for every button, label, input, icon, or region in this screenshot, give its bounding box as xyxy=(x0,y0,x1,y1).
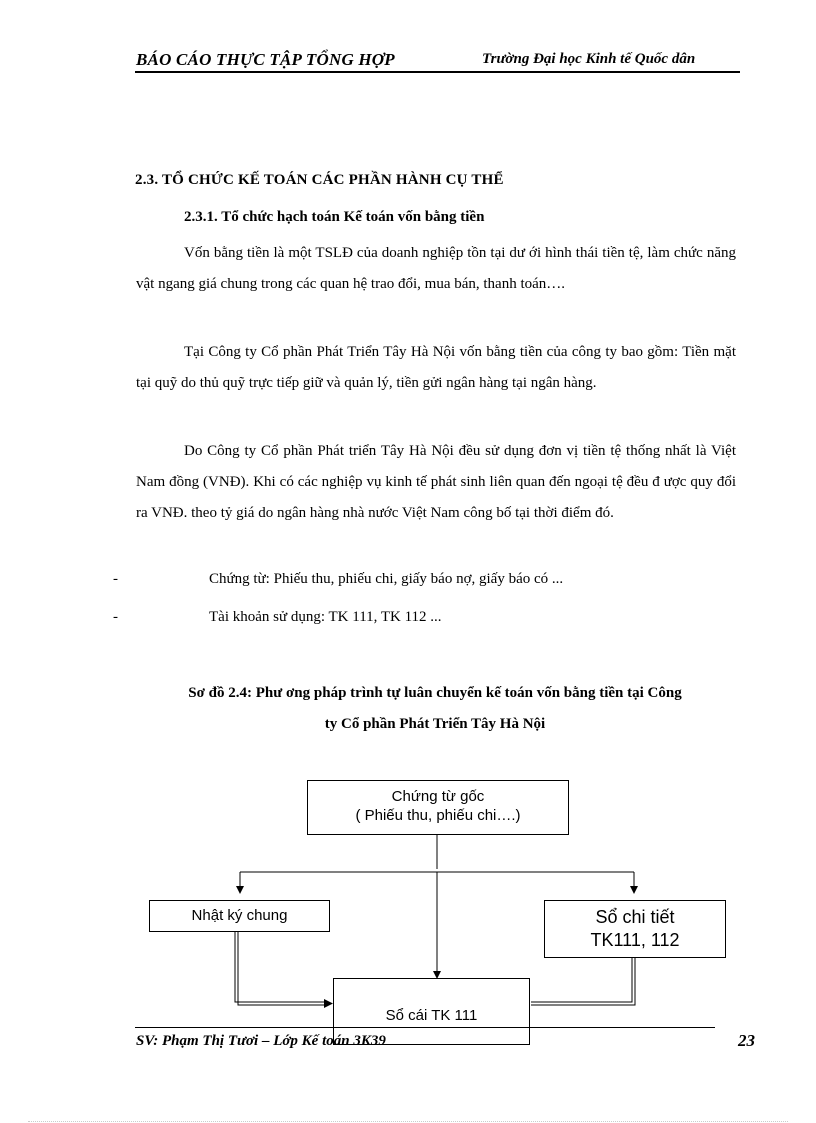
paragraph-3-text: Do Công ty Cổ phần Phát triển Tây Hà Nội đều sử dụng đơn vị tiền tệ thống nhất là Việt Nam đồng (VNĐ). Khi có các nghiệp vụ kinh tế phát sinh liên quan đến ngoại tệ đều đ ược quy đổi ra VNĐ. theo tỷ giá do ngân hàng nhà nước Việt Nam công bố tại thời điểm đó. xyxy=(136,443,736,521)
general-journal-box xyxy=(149,900,330,932)
section-heading: 2.3. TỔ CHỨC KẾ TOÁN CÁC PHẦN HÀNH CỤ THỂ xyxy=(135,172,504,188)
paragraph-2-text: Tại Công ty Cổ phần Phát Triển Tây Hà Nội vốn bằng tiền của công ty bao gồm: Tiền mặt tại quỹ do thủ quỹ trực tiếp giữ và quản lý, tiền gửi ngân hàng tại ngân hàng. xyxy=(136,344,736,391)
detail-ledger-title: Sổ chi tiết xyxy=(595,907,675,927)
detail-ledger-accounts: TK111, 112 xyxy=(590,930,680,950)
caption-line-1: Sơ đồ 2.4: Phư ơng pháp trình tự luân chuyển kế toán vốn bằng tiền tại Công xyxy=(188,685,682,701)
general-journal-label: Nhật ký chung xyxy=(191,907,288,924)
bullet-item: Tài khoản sử dụng: TK 111, TK 112 ... xyxy=(209,609,442,625)
page-number: 23 xyxy=(738,1031,755,1050)
university-name: Trường Đại học Kinh tế Quốc dân xyxy=(482,51,696,67)
footer-rule xyxy=(135,1027,715,1028)
report-header-title: BÁO CÁO THỰC TẬP TỔNG HỢP xyxy=(136,50,395,69)
bullet-item: Chứng từ: Phiếu thu, phiếu chi, giấy báo nợ, giấy báo có ... xyxy=(209,571,564,587)
source-box-subtitle: ( Phiếu thu, phiếu chi….) xyxy=(355,807,521,824)
source-box-title: Chứng từ gốc xyxy=(391,788,485,805)
detail-ledger-box xyxy=(544,900,726,958)
bullet-dash: - xyxy=(113,609,118,625)
source-documents-box xyxy=(307,780,569,835)
caption-line-2: ty Cổ phần Phát Triển Tây Hà Nội xyxy=(324,716,546,732)
footer-student: SV: Phạm Thị Tươi – Lớp Kế toán 3K39 xyxy=(136,1033,386,1049)
ledger-tk111-label: Sổ cái TK 111 xyxy=(385,1007,478,1024)
paragraph-1-text: Vốn bằng tiền là một TSLĐ của doanh nghiệp tồn tại dư ới hình thái tiền tệ, làm chức năng vật ngang giá chung trong các quan hệ trao đổi, mua bán, thanh toán…. xyxy=(136,245,736,292)
bullet-dash: - xyxy=(113,571,118,587)
subsection-heading: 2.3.1. Tổ chức hạch toán Kế toán vốn bằng tiền xyxy=(184,209,485,225)
page-edge xyxy=(28,1121,788,1122)
